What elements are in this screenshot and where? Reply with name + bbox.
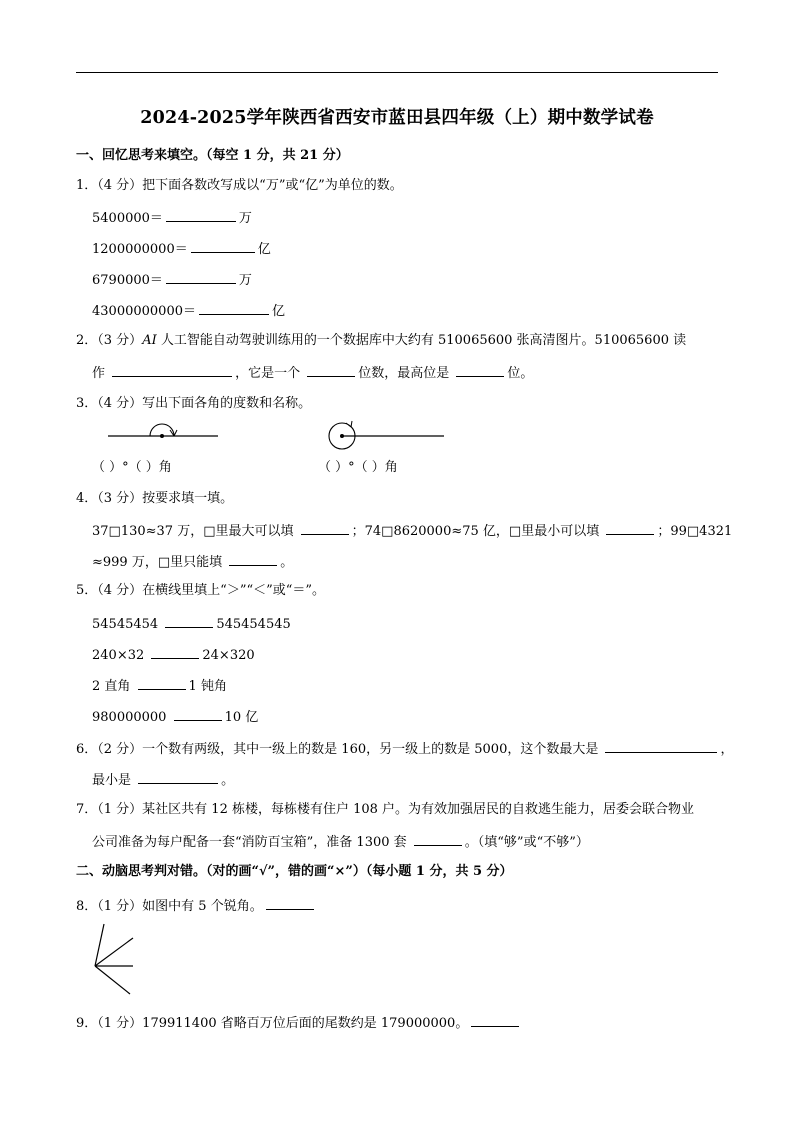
round-angle-figure [318,418,448,454]
q5-item-1-left: 54545454 [92,617,163,632]
q2-prefix: 2．（3 分） [76,333,143,348]
q5-stem: 5．（4 分）在横线里填上“＞”“＜”或“＝”。 [76,583,326,598]
answer-blank[interactable] [166,270,236,284]
answer-blank[interactable] [307,363,355,377]
q8-line [76,896,317,915]
q2-line-2 [92,363,533,382]
q4-text-c: ；99□4321 [657,524,733,539]
q5-item-2-left: 240×32 [92,648,149,663]
q6-text-a: 6．（2 分）一个数有两级，其中一级上的数是 160，另一级上的数是 5000，这个数最大是 [76,742,603,757]
q7-line-2 [92,832,589,851]
q2-rest: 人工智能自动驾驶训练用的一个数据库中大约有 510065600 张高清图片。510065600 读 [156,333,687,348]
answer-blank[interactable] [456,363,504,377]
q1-item-3-num: 6790000＝ [92,273,163,288]
q3-answer-1: （ ）°（ ）角 [92,460,172,475]
q3-answer-2: （ ）°（ ）角 [318,460,398,475]
q1-stem: 1．（4 分）把下面各数改写成以“万”或“亿”为单位的数。 [76,178,403,193]
q5-item-2 [92,645,255,664]
q4-stem: 4．（3 分）按要求填一填。 [76,491,234,506]
q2-text-a: 作 [92,366,110,381]
q7-line-1: 7．（1 分）某社区共有 12 栋楼，每栋楼有住户 108 户。为有效加强居民的自救逃生能力，居委会联合物业 [76,802,695,817]
q2-line-1 [76,333,686,349]
q5-item-3-left: 2 直角 [92,679,135,694]
q4-text-b: ；74□8620000≈75 亿，□里最小可以填 [351,524,604,539]
q2-text-d: 位。 [507,366,534,381]
q1-item-2 [92,239,271,258]
q1-item-4-unit: 亿 [271,304,285,319]
answer-blank[interactable] [138,676,186,690]
q6-text-c: 最小是 [92,773,136,788]
header-rule [76,72,718,73]
q6-text-b: ， [720,742,734,757]
q3-stem: 3．（4 分）写出下面各角的度数和名称。 [76,396,312,411]
q5-item-4-left: 980000000 [92,710,171,725]
answer-blank[interactable] [606,521,654,535]
q8-stem: 8．（1 分）如图中有 5 个锐角。 [76,899,263,914]
answer-blank[interactable] [165,614,213,628]
q1-item-4 [92,301,285,320]
answer-blank[interactable] [174,707,222,721]
answer-blank[interactable] [266,896,314,910]
answer-blank[interactable] [112,363,232,377]
answer-blank[interactable] [414,832,462,846]
answer-blank[interactable] [151,645,199,659]
answer-blank[interactable] [191,239,255,253]
q4-text-d: ≈999 万，□里只能填 [92,555,227,570]
q5-item-4-right: 10 亿 [224,710,259,725]
section-1-heading: 一、回忆思考来填空。（每空 1 分，共 21 分） [76,148,349,163]
q5-item-1-right: 545454545 [216,617,291,632]
q6-line-1 [76,739,734,758]
rays-angle-figure [88,920,138,1000]
q6-line-2 [92,770,234,789]
q1-item-3 [92,270,252,289]
q1-item-2-unit: 亿 [257,242,271,257]
q1-item-3-unit: 万 [238,273,252,288]
q1-item-2-num: 1200000000＝ [92,242,188,257]
q5-item-2-right: 24×320 [202,648,255,663]
q6-text-d: 。 [221,773,235,788]
answer-blank[interactable] [471,1013,519,1027]
answer-blank[interactable] [301,521,349,535]
q4-line-1 [92,521,732,540]
answer-blank[interactable] [166,208,236,222]
q2-ai: AI [142,333,157,348]
q4-line-2 [92,552,293,571]
answer-blank[interactable] [229,552,277,566]
q1-item-4-num: 43000000000＝ [92,304,196,319]
q1-item-1-num: 5400000＝ [92,211,163,226]
q9-line [76,1013,522,1032]
answer-blank[interactable] [199,301,269,315]
q7-text-b: 。（填“够”或“不够”） [464,835,589,850]
q9-stem: 9．（1 分）179911400 省略百万位后面的尾数约是 179000000。 [76,1016,469,1031]
q5-item-1 [92,614,291,633]
q7-text-a: 公司准备为每户配备一套“消防百宝箱”，准备 1300 套 [92,835,411,850]
page-title: 2024-2025学年陕西省西安市蓝田县四年级（上）期中数学试卷 [140,108,654,128]
q2-text-b: ，它是一个 [235,366,305,381]
q1-item-1-unit: 万 [238,211,252,226]
q4-text-a: 37□130≈37 万，□里最大可以填 [92,524,298,539]
q2-text-c: 位数，最高位是 [358,366,454,381]
q5-item-3-right: 1 钝角 [188,679,227,694]
q5-item-3 [92,676,227,695]
section-2-heading: 二、动脑思考判对错。（对的画“√”，错的画“×”）（每小题 1 分，共 5 分） [76,864,513,879]
q5-item-4 [92,707,258,726]
q4-text-e: 。 [280,555,294,570]
straight-angle-figure [100,420,230,450]
q1-item-1 [92,208,252,227]
answer-blank[interactable] [138,770,218,784]
answer-blank[interactable] [605,739,717,753]
